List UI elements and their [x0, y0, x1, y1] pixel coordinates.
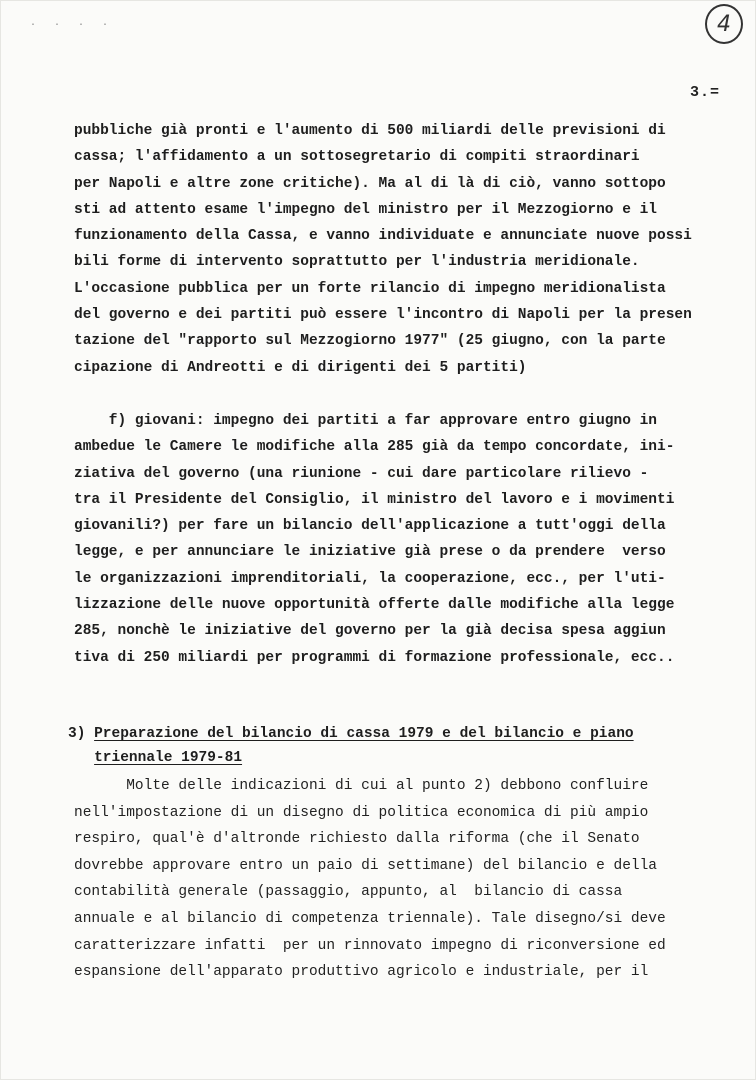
- text-line: tazione del "rapporto sul Mezzogiorno 1977" (25 giugno, con la parte: [74, 333, 666, 350]
- text-line: dovrebbe approvare entro un paio di settimane) del bilancio e della: [74, 857, 657, 874]
- circled-page-mark: 4: [705, 4, 743, 44]
- text-line: giovanili?) per fare un bilancio dell'applicazione a tutt'oggi della: [74, 518, 666, 535]
- text-line: nell'impostazione di un disegno di politica economica di più ampio: [74, 804, 649, 821]
- paragraph-3: [74, 773, 724, 986]
- section-3-heading: [68, 722, 718, 770]
- text-line: legge, e per annunciare le iniziative già prese o da prendere verso: [74, 544, 666, 561]
- text-line: cassa; l'affidamento a un sottosegretario di compiti straordinari: [74, 149, 640, 166]
- text-line: ambedue le Camere le modifiche alla 285 già da tempo concordate, ini-: [74, 439, 675, 456]
- text-line: pubbliche già pronti e l'aumento di 500 miliardi delle previsioni di: [74, 123, 666, 139]
- text-line: funzionamento della Cassa, e vanno individuate e annunciate nuove possi: [74, 228, 692, 245]
- text-line: L'occasione pubblica per un forte rilancio di impegno meridionalista: [74, 280, 666, 297]
- text-line: tiva di 250 miliardi per programmi di formazione professionale, ecc..: [74, 649, 675, 666]
- scan-specks: · · · ·: [30, 20, 115, 31]
- text-line: espansione dell'apparato produttivo agricolo e industriale, per il: [74, 964, 649, 981]
- text-line: per Napoli e altre zone critiche). Ma al di là di ciò, vanno sottopo: [74, 175, 666, 192]
- page-number: 3.=: [690, 84, 721, 101]
- text-line: del governo e dei partiti può essere l'incontro di Napoli per la presen: [74, 307, 692, 324]
- text-line: contabilità generale (passaggio, appunto, al bilancio di cassa: [74, 884, 623, 901]
- section-title-continued: triennale 1979-81: [94, 750, 243, 766]
- text-line: 285, nonchè le iniziative del governo per la già decisa spesa aggiun: [74, 623, 666, 640]
- text-line: cipazione di Andreotti e di dirigenti dei 5 partiti): [74, 359, 527, 376]
- text-line: sti ad attento esame l'impegno del ministro per il Mezzogiorno e il: [74, 201, 657, 218]
- text-line: bili forme di intervento soprattutto per l'industria meridionale.: [74, 254, 640, 271]
- section-title: Preparazione del bilancio di cassa 1979 e del bilancio e piano: [94, 726, 634, 742]
- text-line: caratterizzare infatti per un rinnovato impegno di riconversione ed: [74, 937, 666, 954]
- text-line: Molte delle indicazioni di cui al punto 2) debbono confluire: [74, 778, 649, 794]
- text-line: annuale e al bilancio di competenza triennale). Tale disegno/si deve: [74, 910, 666, 927]
- text-line: respiro, qual'è d'altronde richiesto dalla riforma (che il Senato: [74, 831, 640, 848]
- paragraph-1: [74, 118, 724, 381]
- text-line: f) giovani: impegno dei partiti a far approvare entro giugno in: [74, 413, 657, 429]
- text-line: tra il Presidente del Consiglio, il ministro del lavoro e i movimenti: [74, 491, 675, 508]
- text-line: ziativa del governo (una riunione - cui dare particolare rilievo -: [74, 465, 649, 482]
- paragraph-2: [74, 408, 724, 671]
- section-number: 3): [68, 726, 86, 742]
- text-line: le organizzazioni imprenditoriali, la cooperazione, ecc., per l'uti-: [74, 570, 666, 587]
- text-line: lizzazione delle nuove opportunità offerte dalle modifiche alla legge: [74, 597, 675, 614]
